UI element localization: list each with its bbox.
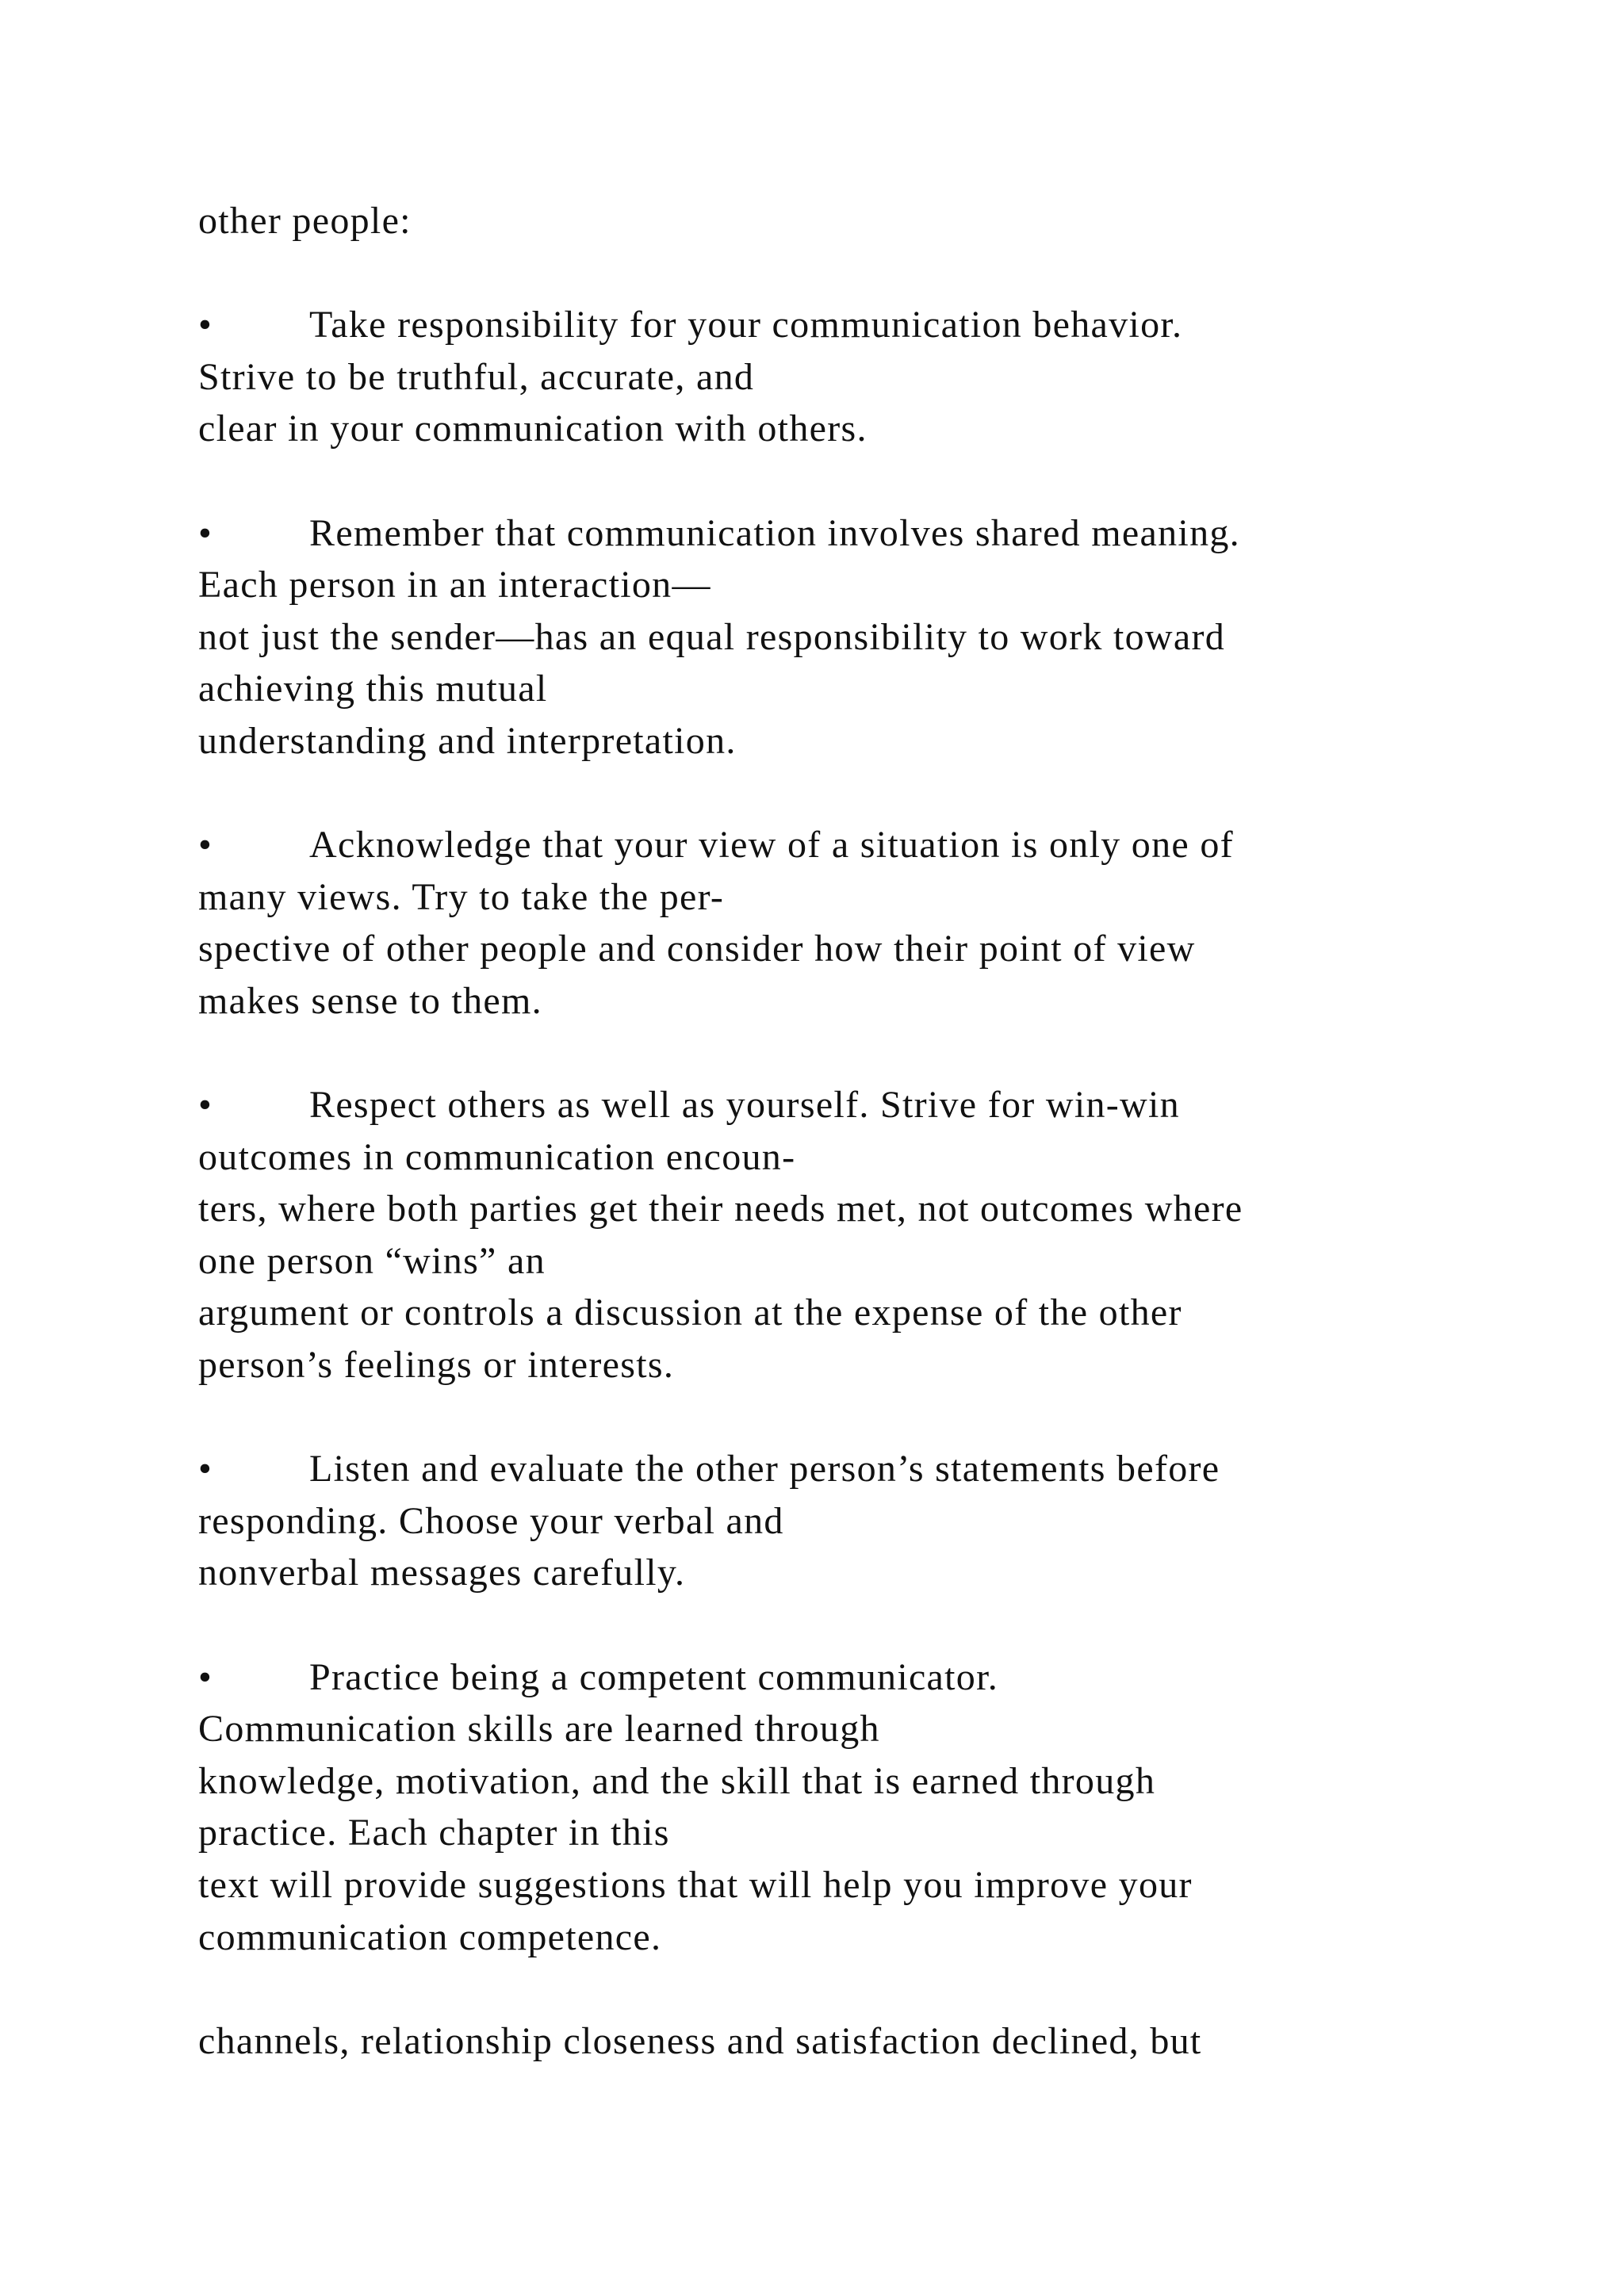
spacer [198, 1391, 1546, 1444]
bullet-text-line: spective of other people and consider how their point of view [198, 928, 1196, 970]
bullet-text: Practice being a competent communicator. [309, 1655, 999, 1698]
bullet-marker: • [198, 304, 213, 346]
bullet-text-line: knowledge, motivation, and the skill that is earned through [198, 1759, 1156, 1802]
document-body [198, 195, 1546, 2067]
bullet-text: Remember that communication involves shared meaning. [309, 511, 1240, 554]
bullet-text-line: ters, where both parties get their needs met, not outcomes where [198, 1188, 1243, 1230]
spacer [198, 1027, 1546, 1080]
bullet-marker: • [198, 1084, 213, 1127]
bullet-3-first-line [198, 819, 1546, 871]
bullet-text-line: clear in your communication with others. [198, 408, 868, 450]
bullet-text-line: communication competence. [198, 1915, 662, 1958]
spacer [198, 247, 1546, 300]
bullet-text-line: practice. Each chapter in this [198, 1812, 670, 1854]
bullet-text-line: one person “wins” an [198, 1239, 546, 1282]
intro-line: other people: [198, 200, 412, 242]
bullet-text-line: understanding and interpretation. [198, 719, 737, 762]
bullet-text: Respect others as well as yourself. Strive for win-win [309, 1084, 1180, 1127]
bullet-text-line: person’s feelings or interests. [198, 1344, 675, 1387]
bullet-text-line: outcomes in communication encoun- [198, 1135, 796, 1178]
bullet-text-line: many views. Try to take the per- [198, 875, 725, 918]
bullet-4-first-line [198, 1079, 1546, 1131]
bullet-text-line: text will provide suggestions that will help you improve your [198, 1864, 1193, 1906]
bullet-text-line: not just the sender—has an equal responsibility to work toward [198, 615, 1226, 658]
bullet-marker: • [198, 1448, 213, 1490]
bullet-marker: • [198, 824, 213, 867]
bullet-marker: • [198, 1655, 213, 1698]
closing-line: channels, relationship closeness and satisfaction declined, but [198, 2019, 1202, 2062]
spacer [198, 1963, 1546, 2015]
bullet-text-line: responding. Choose your verbal and [198, 1499, 784, 1542]
bullet-text: Take responsibility for your communication behavior. [309, 304, 1183, 346]
bullet-text-line: Communication skills are learned through [198, 1708, 880, 1751]
bullet-text-line: Each person in an interaction— [198, 564, 711, 607]
bullet-6-first-line [198, 1651, 1546, 1704]
bullet-text-line: argument or controls a discussion at the expense of the other [198, 1292, 1182, 1334]
bullet-text-line: makes sense to them. [198, 979, 542, 1022]
bullet-text-line: nonverbal messages carefully. [198, 1552, 686, 1594]
spacer [198, 767, 1546, 820]
bullet-text: Listen and evaluate the other person’s statements before [309, 1448, 1220, 1490]
spacer [198, 1599, 1546, 1651]
bullet-marker: • [198, 511, 213, 554]
bullet-1-first-line [198, 299, 1546, 351]
bullet-5-first-line [198, 1443, 1546, 1495]
bullet-text-line: achieving this mutual [198, 668, 548, 710]
bullet-2-first-line [198, 507, 1546, 560]
bullet-text-line: Strive to be truthful, accurate, and [198, 355, 755, 398]
spacer [198, 455, 1546, 507]
bullet-text: Acknowledge that your view of a situation is only one of [309, 824, 1234, 867]
